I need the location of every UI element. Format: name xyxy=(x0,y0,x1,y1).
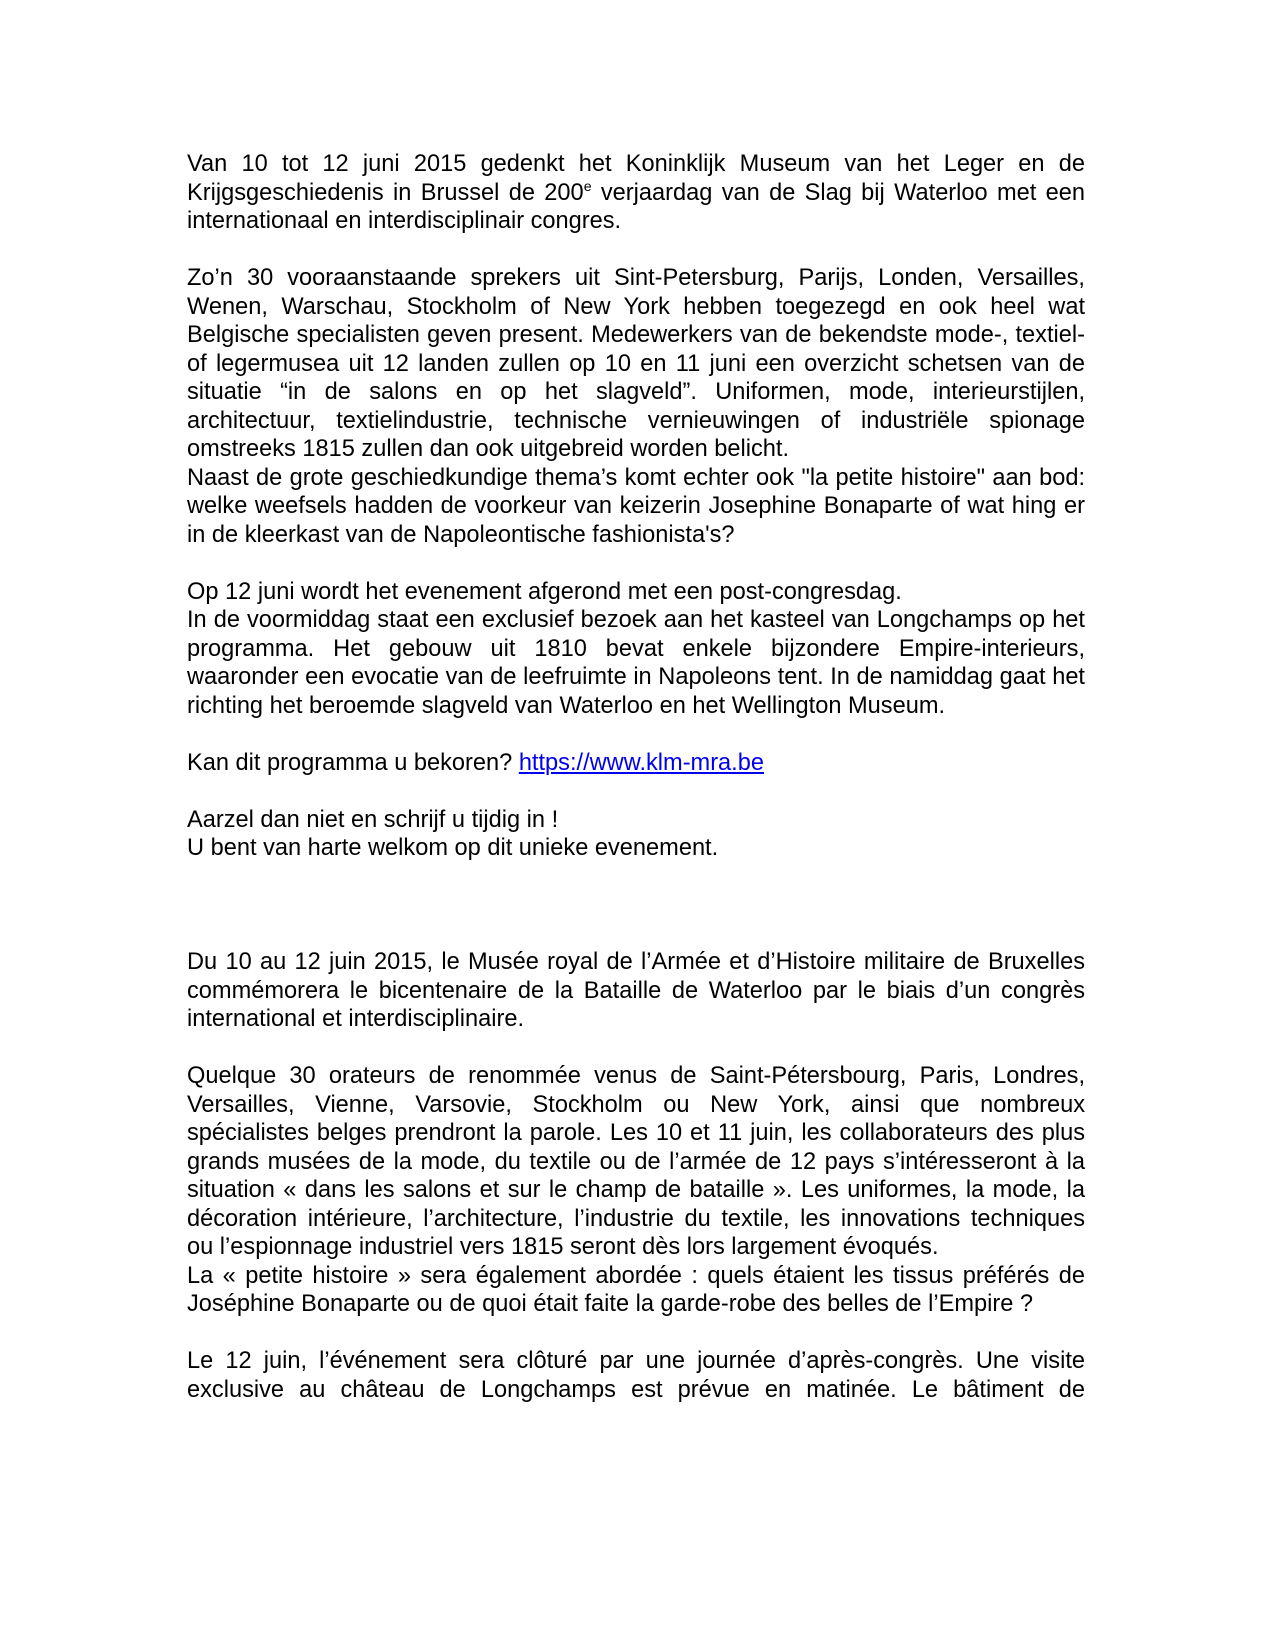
nl-closing-line-1: Aarzel dan niet en schrijf u tijdig in ! xyxy=(187,806,559,833)
paragraph-gap xyxy=(187,236,1085,265)
nl-paragraph-link xyxy=(187,749,1085,778)
nl-paragraph-petite-histoire: Naast de grote geschiedkundige thema’s komt echter ook "la petite histoire" aan bod: welke weefsels hadden de voorkeur van keizerin Josephine Bonaparte of wat hing er in de kleerkast van de Napoleontische fashionista's? xyxy=(187,464,1085,548)
nl-intro-superscript: e xyxy=(583,178,592,195)
fr-paragraph-post-congress: Le 12 juin, l’événement sera clôturé par une journée d’après-congrès. Une visite exclusive au château de Longchamps est prévue en matinée. Le bâtiment de xyxy=(187,1348,1085,1403)
paragraph-gap xyxy=(187,777,1085,806)
nl-paragraph-post-congress-heading xyxy=(187,578,1085,607)
paragraph-gap xyxy=(187,549,1085,578)
fr-paragraph-speakers: Quelque 30 orateurs de renommée venus de Saint-Pétersbourg, Paris, Londres, Versailles, Vienne, Varsovie, Stockholm ou New York, ainsi que nombreux spécialistes belges prendront la parole. Les 10 et 11 juin, les collaborateurs des plus grands musées de la mode, du textile ou de l’armée de 12 pays s’intéresseront à la situation « dans les salons et sur le champ de bataille ». Les uniformes, la mode, la décoration intérieure, l’architecture, l’industrie du textile, les innovations techniques ou l’espionnage industriel vers 1815 seront dès lors largement évoqués. xyxy=(187,1063,1085,1260)
nl-link-prompt: Kan dit programma u bekoren? xyxy=(187,749,519,776)
nl-intro-text-b: verjaardag van de Slag bij Waterloo met een internationaal en interdisciplinair congres. xyxy=(187,179,1086,234)
nl-intro-text-a: Van 10 tot 12 juni 2015 gedenkt het Koninklijk Museum van het Leger en de Krijgsgeschiedenis in Brussel de 200 xyxy=(187,151,1085,206)
website-link[interactable]: https://www.klm-mra.be xyxy=(518,749,764,776)
section-gap xyxy=(187,920,1085,949)
fr-paragraph-intro: Du 10 au 12 juin 2015, le Musée royal de l’Armée et d’Histoire militaire de Bruxelles commémorera le bicentenaire de la Bataille de Waterloo par le biais d’un congrès international et interdisciplinaire. xyxy=(187,949,1085,1032)
paragraph-gap xyxy=(187,720,1085,749)
nl-paragraph-closing xyxy=(187,806,1085,863)
section-gap xyxy=(187,863,1085,920)
nl-paragraph-post-congress: In de voormiddag staat een exclusief bezoek aan het kasteel van Longchamps op het programma. Het gebouw uit 1810 bevat enkele bijzondere Empire-interieurs, waaronder een evocatie van de leefruimte in Napoleons tent. In de namiddag gaat het richting het beroemde slagveld van Waterloo en het Wellington Museum. xyxy=(187,607,1085,719)
fr-paragraph-petite-histoire: La « petite histoire » sera également abordée : quels étaient les tissus préférés de Joséphine Bonaparte ou de quoi était faite la garde-robe des belles de l’Empire ? xyxy=(187,1262,1085,1317)
nl-paragraph-speakers: Zo’n 30 vooraanstaande sprekers uit Sint-Petersburg, Parijs, Londen, Versailles, Wenen, Warschau, Stockholm of New York hebben toegezegd en ook heel wat Belgische specialisten geven present. Medewerkers van de bekendste mode-, textiel- of legermusea uit 12 landen zullen op 10 en 11 juni een overzicht schetsen van de situatie “in de salons en op het slagveld”. Uniformen, mode, interieurstijlen, architectuur, textielindustrie, technische vernieuwingen of industriële spionage omstreeks 1815 zullen dan ook uitgebreid worden belicht. xyxy=(187,265,1085,462)
paragraph-gap xyxy=(187,1034,1085,1063)
nl-post-congress-line: Op 12 juni wordt het evenement afgerond met een post-congresdag. xyxy=(187,578,902,605)
document-body xyxy=(187,150,1085,1404)
nl-closing-line-2: U bent van harte welkom op dit unieke evenement. xyxy=(187,835,719,861)
nl-paragraph-intro xyxy=(187,150,1085,236)
paragraph-gap xyxy=(187,1319,1085,1348)
